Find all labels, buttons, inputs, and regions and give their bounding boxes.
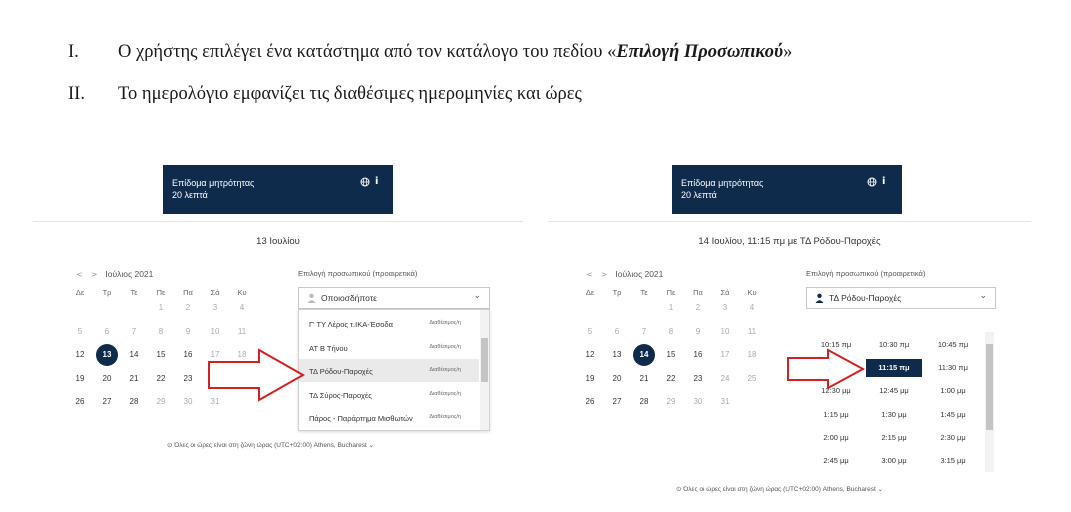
calendar-day[interactable]: 23: [183, 373, 193, 383]
calendar-day[interactable]: 15: [666, 350, 676, 359]
calendar-day-selected[interactable]: 14: [633, 344, 655, 366]
weekday-header: Τρ: [102, 288, 112, 297]
calendar-day[interactable]: 5: [587, 326, 593, 336]
staff-label: Επιλογή προσωπικού (προαιρετικά): [298, 269, 418, 278]
staff-option-name: Γ' ΤΥ Λέρος τ.ΙΚΑ-Έσοδα: [309, 320, 393, 329]
month-navigation: [586, 269, 663, 279]
calendar-day[interactable]: 14: [129, 350, 139, 359]
calendar-day[interactable]: 19: [585, 373, 595, 383]
weekday-header: Τε: [130, 288, 138, 297]
time-slot[interactable]: 11:30 πμ: [938, 363, 968, 373]
left-booking-screenshot: [33, 160, 533, 512]
globe-icon[interactable]: [360, 177, 370, 187]
instruction-number: I.: [68, 42, 79, 62]
calendar-day[interactable]: 30: [693, 397, 703, 406]
calendar-day[interactable]: 9: [695, 326, 701, 336]
calendar-day[interactable]: 26: [75, 397, 85, 406]
instruction-number: II.: [68, 84, 85, 104]
time-slot[interactable]: 1:00 μμ: [940, 386, 966, 396]
selected-date-heading: 14 Ιουλίου, 11:15 πμ με ΤΔ Ρόδου-Παροχές: [698, 236, 881, 247]
calendar-day[interactable]: 15: [156, 350, 166, 359]
calendar-day[interactable]: 18: [237, 350, 247, 359]
calendar-day[interactable]: 5: [77, 326, 83, 336]
right-booking-screenshot: [548, 160, 1048, 512]
service-title: Επίδομα μητρότητας: [681, 178, 764, 188]
calendar-day[interactable]: 17: [720, 350, 730, 359]
calendar-day[interactable]: 7: [641, 326, 647, 336]
calendar-day[interactable]: 18: [747, 350, 757, 359]
time-slot[interactable]: 1:30 μμ: [881, 409, 907, 419]
scrollbar-thumb[interactable]: [481, 338, 488, 382]
weekday-header: Πα: [693, 288, 703, 297]
time-slot[interactable]: 12:45 μμ: [879, 386, 909, 396]
calendar-day[interactable]: 22: [666, 373, 676, 383]
calendar-day[interactable]: 8: [668, 326, 674, 336]
month-navigation: [76, 269, 153, 279]
red-arrow-annotation: [786, 348, 866, 390]
chevron-down-icon[interactable]: ⌄: [473, 291, 481, 301]
service-duration: 20 λεπτά: [172, 190, 208, 200]
staff-dropdown-list[interactable]: [298, 309, 490, 431]
calendar-day[interactable]: 31: [210, 397, 220, 406]
divider: [548, 221, 1031, 222]
calendar-day[interactable]: 31: [720, 397, 730, 406]
weekday-header: Δε: [585, 288, 595, 297]
calendar-day[interactable]: 7: [131, 326, 137, 336]
time-slot[interactable]: 2:15 μμ: [881, 432, 907, 442]
time-slot[interactable]: 10:45 πμ: [937, 340, 969, 349]
calendar-day[interactable]: 3: [722, 303, 728, 312]
staff-label: Επιλογή προσωπικού (προαιρετικά): [806, 269, 926, 278]
time-slot[interactable]: 2:45 μμ: [823, 456, 849, 465]
time-slot[interactable]: 10:30 πμ: [878, 340, 910, 349]
selected-date-heading: 13 Ιουλίου: [256, 236, 300, 247]
calendar-day[interactable]: 6: [104, 326, 110, 336]
calendar-day[interactable]: 11: [747, 326, 757, 336]
weekday-header: Σά: [210, 288, 220, 297]
red-arrow-annotation: [207, 348, 307, 403]
calendar-day[interactable]: 23: [693, 373, 703, 383]
calendar-day[interactable]: 12: [75, 350, 85, 359]
staff-select[interactable]: [298, 287, 490, 309]
weekday-header: Δε: [75, 288, 85, 297]
calendar-day[interactable]: 27: [612, 397, 622, 406]
staff-option-name: Πάρος - Παράρτημα Μισθωτών: [309, 414, 413, 423]
calendar-day[interactable]: 20: [612, 373, 622, 383]
clock-icon: ⊙: [676, 486, 684, 493]
time-slot[interactable]: 3:00 μμ: [881, 456, 907, 465]
globe-icon[interactable]: [867, 177, 877, 187]
weekday-header: Σά: [720, 288, 730, 297]
calendar-day[interactable]: 22: [156, 373, 166, 383]
calendar-day[interactable]: 13: [612, 350, 622, 359]
time-slot[interactable]: 12:30 μμ: [821, 386, 851, 396]
calendar-day[interactable]: 20: [102, 373, 112, 383]
calendar-day[interactable]: 17: [210, 350, 220, 359]
time-slot[interactable]: 3:15 μμ: [940, 456, 966, 465]
chevron-down-icon: ⌄: [875, 486, 884, 493]
calendar-day[interactable]: 10: [210, 326, 220, 336]
calendar-day[interactable]: 21: [129, 373, 139, 383]
timezone-note[interactable]: ⊙ Όλες οι ώρες είναι στη ζώνη ώρας (UTC+02:00) Athens, Bucharest ⌄: [167, 442, 375, 449]
calendar-day[interactable]: 29: [156, 397, 166, 406]
calendar-day[interactable]: 27: [102, 397, 112, 406]
staff-option[interactable]: [299, 336, 479, 359]
staff-option[interactable]: [299, 312, 479, 335]
chevron-left-icon[interactable]: <: [586, 270, 593, 279]
staff-option-name: ΤΔ Σύρος-Παροχές: [309, 390, 372, 400]
staff-select[interactable]: [806, 287, 996, 309]
chevron-right-icon[interactable]: >: [600, 270, 608, 279]
clock-icon: ⊙: [167, 442, 175, 449]
calendar-day[interactable]: 9: [185, 326, 191, 336]
weekday-header: Κυ: [237, 288, 247, 297]
timezone-note[interactable]: ⊙ Όλες οι ώρες είναι στη ζώνη ώρας (UTC+02:00) Athens, Bucharest ⌄: [676, 486, 884, 493]
calendar-day[interactable]: 24: [720, 373, 730, 383]
staff-option[interactable]: [299, 383, 479, 406]
calendar-day[interactable]: 28: [639, 397, 649, 406]
availability-label: Διαθέσιμος/η: [429, 320, 461, 326]
weekday-header: Τε: [640, 288, 648, 297]
time-slot[interactable]: 10:15 πμ: [820, 340, 852, 349]
time-slot[interactable]: 2:30 μμ: [940, 432, 966, 442]
weekday-header: Πε: [666, 288, 676, 297]
weekday-header: Πα: [183, 288, 193, 297]
availability-label: Διαθέσιμος/η: [429, 414, 461, 420]
info-icon[interactable]: i: [882, 176, 886, 187]
time-slot[interactable]: 1:45 μμ: [940, 409, 966, 419]
calendar-day[interactable]: 16: [183, 350, 193, 359]
staff-select-value: Οποιοσδήποτε: [321, 293, 377, 303]
calendar-day[interactable]: 2: [695, 303, 701, 312]
weekday-header: Τρ: [612, 288, 622, 297]
calendar-day[interactable]: 2: [185, 303, 191, 312]
staff-option-name: ΑΤ Β Τήνου: [309, 343, 348, 353]
calendar-day[interactable]: 1: [668, 303, 674, 312]
calendar-day[interactable]: 16: [693, 350, 703, 359]
calendar-day[interactable]: 11: [237, 326, 247, 336]
availability-label: Διαθέσιμος/η: [429, 367, 461, 373]
chevron-down-icon: ⌄: [366, 442, 375, 449]
calendar-day[interactable]: 21: [639, 373, 649, 383]
instruction-text: Ο χρήστης επιλέγει ένα κατάστημα από τον κατάλογο του πεδίου «Επιλογή Προσωπικού»: [118, 42, 793, 62]
chevron-left-icon[interactable]: <: [76, 270, 83, 279]
time-slot[interactable]: 1:15 μμ: [823, 409, 849, 419]
calendar-day[interactable]: 19: [75, 373, 85, 383]
instruction-text: Το ημερολόγιο εμφανίζει τις διαθέσιμες ημερομηνίες και ώρες: [118, 84, 582, 104]
chevron-down-icon[interactable]: ⌄: [979, 291, 987, 301]
staff-option-name: ΤΔ Ρόδου-Παροχές: [309, 367, 373, 376]
staff-select-value: ΤΔ Ρόδου-Παροχές: [829, 293, 902, 303]
weekday-header: Κυ: [747, 288, 757, 297]
calendar-day[interactable]: 25: [747, 373, 757, 383]
info-icon[interactable]: i: [375, 176, 379, 187]
service-header: [672, 165, 902, 214]
calendar-day[interactable]: 10: [720, 326, 730, 336]
calendar-day[interactable]: 4: [749, 303, 755, 312]
calendar-day[interactable]: 29: [666, 397, 676, 406]
calendar-day-selected[interactable]: 13: [96, 344, 118, 366]
availability-label: Διαθέσιμος/η: [429, 343, 461, 350]
weekday-header: Πε: [156, 288, 166, 297]
person-icon: [815, 293, 824, 303]
calendar-day[interactable]: 1: [158, 303, 164, 312]
calendar-day[interactable]: 6: [614, 326, 620, 336]
calendar-day[interactable]: 30: [183, 397, 193, 406]
service-duration: 20 λεπτά: [681, 190, 717, 200]
scrollbar-thumb[interactable]: [986, 344, 993, 430]
staff-option[interactable]: [299, 406, 479, 429]
time-slot-selected[interactable]: 11:15 πμ: [866, 359, 922, 377]
calendar-day[interactable]: 3: [212, 303, 218, 312]
time-slot[interactable]: 2:00 μμ: [823, 432, 849, 442]
calendar-day[interactable]: 26: [585, 397, 595, 406]
chevron-right-icon[interactable]: >: [90, 270, 98, 279]
person-icon: [307, 293, 316, 303]
field-name-emphasis: Επιλογή Προσωπικού: [616, 42, 784, 62]
calendar-day[interactable]: 28: [129, 397, 139, 406]
service-title: Επίδομα μητρότητας: [172, 178, 255, 188]
calendar-day[interactable]: 8: [158, 326, 164, 336]
calendar-day[interactable]: 4: [239, 303, 245, 312]
month-label: Ιούλιος 2021: [105, 269, 154, 279]
staff-option[interactable]: [299, 359, 479, 382]
service-header: [163, 165, 393, 214]
month-label: Ιούλιος 2021: [615, 269, 664, 279]
calendar-day[interactable]: 12: [585, 350, 595, 359]
divider: [33, 221, 523, 222]
availability-label: Διαθέσιμος/η: [429, 390, 461, 397]
